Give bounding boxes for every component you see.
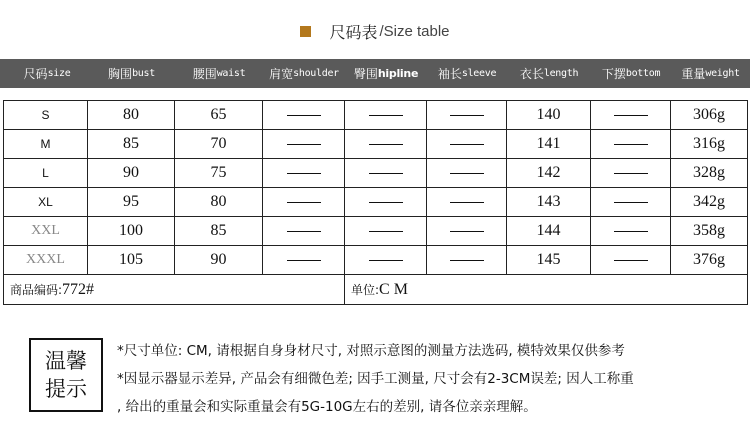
cell-size: M <box>4 130 88 159</box>
cell-bust: 105 <box>88 246 175 275</box>
dash-mark <box>287 115 321 116</box>
cell-sleeve <box>427 188 507 217</box>
cell-bottom <box>591 188 671 217</box>
cell-weight: 306g <box>671 101 748 130</box>
tip-line-1: *尺寸单位: CM, 请根据自身身材尺寸, 对照示意图的测量方法选码, 模特效果仅供参考 <box>117 343 625 359</box>
header-sleeve: 袖长 sleeve <box>437 67 497 81</box>
dash-mark <box>287 202 321 203</box>
dash-mark <box>287 231 321 232</box>
cell-shoulder <box>263 217 345 246</box>
dash-mark <box>614 231 648 232</box>
cell-bust: 85 <box>88 130 175 159</box>
cell-bottom <box>591 246 671 275</box>
cell-shoulder <box>263 101 345 130</box>
dash-mark <box>450 173 484 174</box>
product-code-cell <box>4 275 345 305</box>
cell-weight: 376g <box>671 246 748 275</box>
cell-sleeve <box>427 101 507 130</box>
unit-cell <box>345 275 748 305</box>
product-code-label: 商品编码: <box>10 282 63 297</box>
table-row <box>4 188 748 217</box>
dash-mark <box>450 231 484 232</box>
cell-size: XL <box>4 188 88 217</box>
table-row <box>4 217 748 246</box>
table-header-bar <box>0 59 750 88</box>
dash-mark <box>369 144 403 145</box>
header-weight: 重量 weight <box>681 67 740 81</box>
cell-size: L <box>4 159 88 188</box>
cell-length: 144 <box>507 217 591 246</box>
dash-mark <box>614 260 648 261</box>
dash-mark <box>614 115 648 116</box>
cell-hipline <box>345 130 427 159</box>
header-shoulder: 肩宽 shoulder <box>269 67 339 81</box>
cell-hipline <box>345 101 427 130</box>
cell-weight: 316g <box>671 130 748 159</box>
cell-hipline <box>345 188 427 217</box>
cell-waist: 85 <box>175 217 263 246</box>
header-bust: 胸围 bust <box>108 67 155 81</box>
cell-shoulder <box>263 246 345 275</box>
header-length: 衣长 length <box>519 67 579 81</box>
dash-mark <box>450 144 484 145</box>
cell-waist: 80 <box>175 188 263 217</box>
cell-sleeve <box>427 217 507 246</box>
dash-mark <box>369 202 403 203</box>
dash-mark <box>614 202 648 203</box>
cell-weight: 342g <box>671 188 748 217</box>
dash-mark <box>614 144 648 145</box>
tips-label-box <box>29 338 103 412</box>
dash-mark <box>450 115 484 116</box>
cell-bust: 100 <box>88 217 175 246</box>
cell-bottom <box>591 101 671 130</box>
cell-bottom <box>591 217 671 246</box>
size-table <box>3 100 748 305</box>
cell-bust: 95 <box>88 188 175 217</box>
title-english: /Size table <box>379 22 450 40</box>
cell-size: XXL <box>4 217 88 246</box>
table-row <box>4 101 748 130</box>
tip-line-2: *因显示器显示差异, 产品会有细微色差; 因手工测量, 尺寸会有2-3CM误差; 因人工称重 <box>117 371 634 387</box>
cell-bottom <box>591 130 671 159</box>
unit-label: 单位: <box>351 282 380 297</box>
unit-value: C M <box>379 280 408 298</box>
product-code-value: 772# <box>62 280 95 298</box>
cell-sleeve <box>427 130 507 159</box>
tip-line-3: , 给出的重量会和实际重量会有5G-10G左右的差别, 请各位亲亲理解。 <box>117 399 537 415</box>
cell-bottom <box>591 159 671 188</box>
table-footer-row <box>4 275 748 305</box>
cell-size: S <box>4 101 88 130</box>
cell-length: 145 <box>507 246 591 275</box>
table-row <box>4 130 748 159</box>
dash-mark <box>369 231 403 232</box>
header-waist: 腰围 waist <box>192 67 246 81</box>
cell-hipline <box>345 246 427 275</box>
cell-waist: 75 <box>175 159 263 188</box>
cell-waist: 90 <box>175 246 263 275</box>
dash-mark <box>450 202 484 203</box>
dash-mark <box>287 260 321 261</box>
size-table-title <box>0 18 750 44</box>
header-hipline: 臀围 hipline <box>353 67 419 81</box>
cell-shoulder <box>263 130 345 159</box>
title-chinese: 尺码表 <box>329 22 378 42</box>
dash-mark <box>369 173 403 174</box>
cell-size: XXXL <box>4 246 88 275</box>
cell-length: 142 <box>507 159 591 188</box>
cell-shoulder <box>263 188 345 217</box>
header-size: 尺码 size <box>23 67 71 81</box>
table-row <box>4 159 748 188</box>
tips-label-line2: 提示 <box>45 377 87 401</box>
header-bottom: 下摆 bottom <box>601 67 661 81</box>
table-row <box>4 246 748 275</box>
cell-length: 143 <box>507 188 591 217</box>
cell-length: 141 <box>507 130 591 159</box>
cell-hipline <box>345 159 427 188</box>
cell-weight: 328g <box>671 159 748 188</box>
dash-mark <box>287 173 321 174</box>
dash-mark <box>614 173 648 174</box>
cell-sleeve <box>427 159 507 188</box>
tips-label-line1: 温馨 <box>45 349 87 373</box>
cell-weight: 358g <box>671 217 748 246</box>
cell-hipline <box>345 217 427 246</box>
dash-mark <box>369 115 403 116</box>
cell-waist: 65 <box>175 101 263 130</box>
title-marker-square <box>300 26 311 37</box>
cell-bust: 80 <box>88 101 175 130</box>
cell-sleeve <box>427 246 507 275</box>
dash-mark <box>287 144 321 145</box>
dash-mark <box>450 260 484 261</box>
cell-length: 140 <box>507 101 591 130</box>
cell-waist: 70 <box>175 130 263 159</box>
cell-shoulder <box>263 159 345 188</box>
dash-mark <box>369 260 403 261</box>
cell-bust: 90 <box>88 159 175 188</box>
